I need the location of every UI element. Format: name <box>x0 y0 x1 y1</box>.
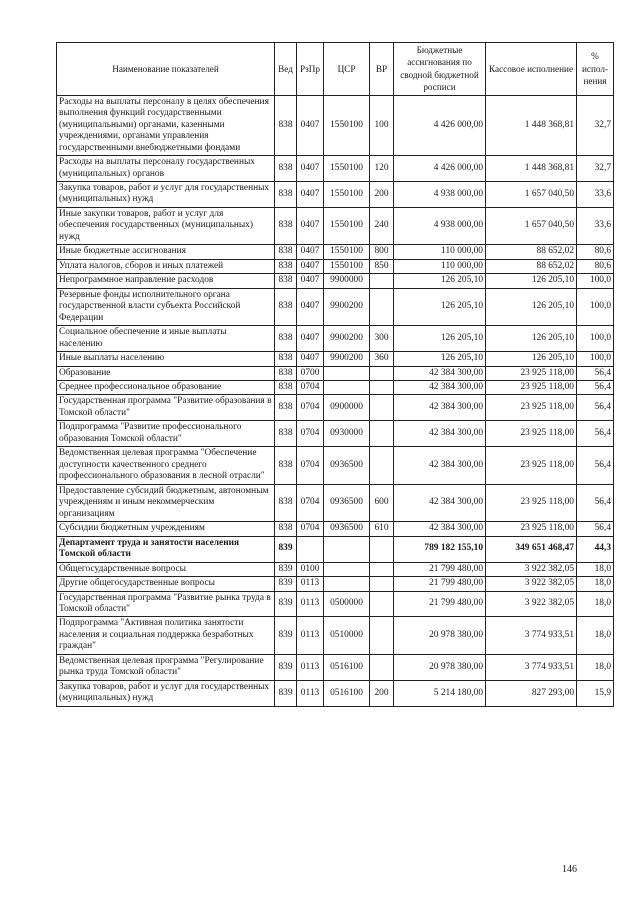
row-budget: 21 799 480,00 <box>394 577 486 591</box>
row-cash: 1 657 040,50 <box>486 181 577 207</box>
row-pct: 56,4 <box>577 381 614 395</box>
row-name: Расходы на выплаты персоналу в целях обеспечения выполнения функций государственными (муниципальными) органами, казенными учреждениями, органами управления государственными внебюджетными фондами <box>57 95 275 155</box>
row-csr <box>324 366 370 380</box>
row-budget: 126 205,10 <box>394 352 486 366</box>
row-vr <box>370 562 394 576</box>
row-rzpr: 0704 <box>297 522 324 536</box>
row-vr <box>370 421 394 447</box>
row-vr: 610 <box>370 522 394 536</box>
table-body <box>57 95 614 706</box>
row-vr: 600 <box>370 484 394 521</box>
row-pct: 18,0 <box>577 562 614 576</box>
row-csr: 0936500 <box>324 522 370 536</box>
row-rzpr: 0407 <box>297 181 324 207</box>
row-cash: 126 205,10 <box>486 326 577 352</box>
row-ved: 838 <box>275 259 297 273</box>
row-pct: 56,4 <box>577 522 614 536</box>
row-ved: 839 <box>275 577 297 591</box>
row-ved: 838 <box>275 245 297 259</box>
row-cash: 1 448 368,81 <box>486 95 577 155</box>
row-vr: 200 <box>370 181 394 207</box>
row-name: Социальное обеспечение и иные выплаты населению <box>57 326 275 352</box>
row-budget: 20 978 380,00 <box>394 654 486 680</box>
row-rzpr: 0407 <box>297 326 324 352</box>
row-name: Ведомственная целевая программа "Регулирование рынка труда Томской области" <box>57 654 275 680</box>
row-budget: 110 000,00 <box>394 259 486 273</box>
row-budget: 42 384 300,00 <box>394 366 486 380</box>
table-row <box>57 326 614 352</box>
row-ved: 838 <box>275 395 297 421</box>
table-row <box>57 522 614 536</box>
row-name: Иные выплаты населению <box>57 352 275 366</box>
row-ved: 838 <box>275 326 297 352</box>
row-vr: 300 <box>370 326 394 352</box>
row-name: Субсидии бюджетным учреждениям <box>57 522 275 536</box>
row-vr: 120 <box>370 156 394 182</box>
table-row <box>57 654 614 680</box>
row-cash: 3 774 933,51 <box>486 654 577 680</box>
row-rzpr: 0113 <box>297 680 324 706</box>
row-name: Подпрограмма "Активная политика занятости населения и социальная поддержка безработных граждан" <box>57 617 275 654</box>
row-name: Подпрограмма "Развитие профессионального образования Томской области" <box>57 421 275 447</box>
row-rzpr: 0704 <box>297 395 324 421</box>
row-cash: 3 922 382,05 <box>486 577 577 591</box>
row-vr <box>370 591 394 617</box>
row-budget: 4 938 000,00 <box>394 207 486 244</box>
row-budget: 21 799 480,00 <box>394 562 486 576</box>
row-cash: 23 925 118,00 <box>486 447 577 484</box>
table-row <box>57 381 614 395</box>
row-name: Департамент труда и занятости населения Томской области <box>57 536 275 562</box>
row-name: Расходы на выплаты персоналу государственных (муниципальных) органов <box>57 156 275 182</box>
row-rzpr: 0113 <box>297 591 324 617</box>
row-name: Предоставление субсидий бюджетным, автономным учреждениям и иным некоммерческим организациям <box>57 484 275 521</box>
row-budget: 789 182 155,10 <box>394 536 486 562</box>
row-budget: 4 938 000,00 <box>394 181 486 207</box>
row-cash: 126 205,10 <box>486 352 577 366</box>
row-name: Другие общегосударственные вопросы <box>57 577 275 591</box>
row-rzpr: 0407 <box>297 352 324 366</box>
row-rzpr: 0407 <box>297 156 324 182</box>
row-budget: 42 384 300,00 <box>394 447 486 484</box>
table-row <box>57 562 614 576</box>
row-ved: 839 <box>275 680 297 706</box>
row-budget: 42 384 300,00 <box>394 421 486 447</box>
row-pct: 100,0 <box>577 274 614 288</box>
row-pct: 100,0 <box>577 326 614 352</box>
row-pct: 56,4 <box>577 366 614 380</box>
row-csr: 0516100 <box>324 680 370 706</box>
row-ved: 839 <box>275 536 297 562</box>
row-cash: 88 652,02 <box>486 259 577 273</box>
row-rzpr: 0704 <box>297 447 324 484</box>
row-vr <box>370 617 394 654</box>
row-name: Образование <box>57 366 275 380</box>
row-budget: 126 205,10 <box>394 274 486 288</box>
row-csr: 0510000 <box>324 617 370 654</box>
row-vr: 850 <box>370 259 394 273</box>
row-pct: 44,3 <box>577 536 614 562</box>
row-vr: 800 <box>370 245 394 259</box>
row-ved: 838 <box>275 181 297 207</box>
header-cash: Кассовое исполнение <box>486 43 577 96</box>
header-budget: Бюджетные ассигнования по сводной бюджетной росписи <box>394 43 486 96</box>
table-row <box>57 395 614 421</box>
table-row <box>57 156 614 182</box>
row-name: Резервные фонды исполнительного органа государственной власти субъекта Российской Федерации <box>57 288 275 325</box>
row-csr: 0936500 <box>324 447 370 484</box>
row-name: Уплата налогов, сборов и иных платежей <box>57 259 275 273</box>
row-cash: 23 925 118,00 <box>486 522 577 536</box>
row-budget: 21 799 480,00 <box>394 591 486 617</box>
row-vr: 240 <box>370 207 394 244</box>
table-row <box>57 680 614 706</box>
row-pct: 80,6 <box>577 245 614 259</box>
table-row <box>57 577 614 591</box>
row-name: Общегосударственные вопросы <box>57 562 275 576</box>
row-ved: 838 <box>275 156 297 182</box>
table-row <box>57 288 614 325</box>
row-csr: 1550100 <box>324 95 370 155</box>
row-csr: 0516100 <box>324 654 370 680</box>
row-csr: 9900200 <box>324 352 370 366</box>
row-vr <box>370 288 394 325</box>
table-row <box>57 245 614 259</box>
row-vr <box>370 577 394 591</box>
table-row <box>57 421 614 447</box>
row-csr: 1550100 <box>324 181 370 207</box>
row-csr: 9900000 <box>324 274 370 288</box>
header-name: Наименование показателей <box>57 43 275 96</box>
row-ved: 838 <box>275 274 297 288</box>
row-cash: 3 922 382,05 <box>486 562 577 576</box>
row-rzpr: 0113 <box>297 654 324 680</box>
row-cash: 23 925 118,00 <box>486 484 577 521</box>
row-pct: 18,0 <box>577 591 614 617</box>
row-ved: 838 <box>275 207 297 244</box>
row-csr: 0900000 <box>324 395 370 421</box>
row-cash: 827 293,00 <box>486 680 577 706</box>
row-budget: 20 978 380,00 <box>394 617 486 654</box>
row-ved: 838 <box>275 95 297 155</box>
row-rzpr: 0113 <box>297 617 324 654</box>
table-row <box>57 352 614 366</box>
row-csr: 0500000 <box>324 591 370 617</box>
table-row <box>57 95 614 155</box>
row-pct: 100,0 <box>577 288 614 325</box>
row-budget: 42 384 300,00 <box>394 395 486 421</box>
table-row <box>57 366 614 380</box>
table-row <box>57 207 614 244</box>
row-pct: 56,4 <box>577 447 614 484</box>
row-rzpr: 0407 <box>297 245 324 259</box>
row-csr: 1550100 <box>324 207 370 244</box>
row-cash: 1 448 368,81 <box>486 156 577 182</box>
row-ved: 838 <box>275 366 297 380</box>
row-rzpr: 0100 <box>297 562 324 576</box>
row-ved: 838 <box>275 352 297 366</box>
row-vr: 100 <box>370 95 394 155</box>
row-cash: 3 922 382,05 <box>486 591 577 617</box>
row-csr <box>324 577 370 591</box>
row-name: Среднее профессиональное образование <box>57 381 275 395</box>
row-vr: 200 <box>370 680 394 706</box>
table-row <box>57 484 614 521</box>
row-rzpr: 0407 <box>297 288 324 325</box>
row-ved: 839 <box>275 562 297 576</box>
row-rzpr: 0704 <box>297 421 324 447</box>
row-name: Закупка товаров, работ и услуг для государственных (муниципальных) нужд <box>57 680 275 706</box>
row-ved: 838 <box>275 484 297 521</box>
table-row <box>57 591 614 617</box>
row-rzpr: 0700 <box>297 366 324 380</box>
row-cash: 88 652,02 <box>486 245 577 259</box>
row-name: Иные бюджетные ассигнования <box>57 245 275 259</box>
page-number: 146 <box>562 864 577 875</box>
row-pct: 56,4 <box>577 395 614 421</box>
row-pct: 18,0 <box>577 617 614 654</box>
row-rzpr: 0704 <box>297 381 324 395</box>
row-vr <box>370 654 394 680</box>
row-csr: 9900200 <box>324 326 370 352</box>
row-pct: 80,6 <box>577 259 614 273</box>
row-ved: 839 <box>275 617 297 654</box>
header-csr: ЦСР <box>324 43 370 96</box>
row-name: Закупка товаров, работ и услуг для государственных (муниципальных) нужд <box>57 181 275 207</box>
row-pct: 33,6 <box>577 181 614 207</box>
header-vr: ВР <box>370 43 394 96</box>
row-budget: 42 384 300,00 <box>394 484 486 521</box>
table-header-row <box>57 43 614 96</box>
row-name: Государственная программа "Развитие образования в Томской области" <box>57 395 275 421</box>
row-budget: 42 384 300,00 <box>394 522 486 536</box>
row-budget: 42 384 300,00 <box>394 381 486 395</box>
row-budget: 126 205,10 <box>394 326 486 352</box>
table-row <box>57 274 614 288</box>
row-cash: 126 205,10 <box>486 288 577 325</box>
row-name: Непрограммное направление расходов <box>57 274 275 288</box>
row-ved: 838 <box>275 421 297 447</box>
row-rzpr <box>297 536 324 562</box>
row-vr <box>370 395 394 421</box>
row-pct: 56,4 <box>577 484 614 521</box>
row-csr <box>324 562 370 576</box>
row-cash: 126 205,10 <box>486 274 577 288</box>
row-pct: 100,0 <box>577 352 614 366</box>
row-csr: 1550100 <box>324 259 370 273</box>
row-pct: 18,0 <box>577 577 614 591</box>
row-cash: 23 925 118,00 <box>486 421 577 447</box>
row-cash: 23 925 118,00 <box>486 381 577 395</box>
table-row <box>57 617 614 654</box>
row-budget: 4 426 000,00 <box>394 156 486 182</box>
row-rzpr: 0407 <box>297 207 324 244</box>
table-row <box>57 181 614 207</box>
row-cash: 23 925 118,00 <box>486 395 577 421</box>
budget-execution-table <box>56 42 614 707</box>
row-csr: 1550100 <box>324 156 370 182</box>
row-name: Государственная программа "Развитие рынка труда в Томской области" <box>57 591 275 617</box>
row-ved: 839 <box>275 591 297 617</box>
header-ved: Вед <box>275 43 297 96</box>
row-budget: 5 214 180,00 <box>394 680 486 706</box>
row-pct: 56,4 <box>577 421 614 447</box>
row-csr: 0930000 <box>324 421 370 447</box>
row-csr: 1550100 <box>324 245 370 259</box>
row-vr <box>370 366 394 380</box>
row-csr: 9900200 <box>324 288 370 325</box>
row-vr: 360 <box>370 352 394 366</box>
row-cash: 23 925 118,00 <box>486 366 577 380</box>
table-row <box>57 536 614 562</box>
row-rzpr: 0407 <box>297 95 324 155</box>
row-vr <box>370 447 394 484</box>
row-pct: 18,0 <box>577 654 614 680</box>
row-name: Ведомственная целевая программа "Обеспечение доступности качественного среднего профессионального образования в лесной отрасли" <box>57 447 275 484</box>
row-budget: 110 000,00 <box>394 245 486 259</box>
table-row <box>57 447 614 484</box>
row-cash: 3 774 933,51 <box>486 617 577 654</box>
row-ved: 838 <box>275 447 297 484</box>
row-cash: 1 657 040,50 <box>486 207 577 244</box>
row-rzpr: 0113 <box>297 577 324 591</box>
row-vr <box>370 381 394 395</box>
header-rzpr: РзПр <box>297 43 324 96</box>
row-vr <box>370 536 394 562</box>
row-rzpr: 0407 <box>297 274 324 288</box>
row-ved: 838 <box>275 522 297 536</box>
row-pct: 32,7 <box>577 156 614 182</box>
row-ved: 839 <box>275 654 297 680</box>
row-pct: 15,9 <box>577 680 614 706</box>
row-cash: 349 651 468,47 <box>486 536 577 562</box>
header-pct: % испол-нения <box>577 43 614 96</box>
row-csr <box>324 381 370 395</box>
table-row <box>57 259 614 273</box>
row-vr <box>370 274 394 288</box>
row-budget: 126 205,10 <box>394 288 486 325</box>
row-pct: 32,7 <box>577 95 614 155</box>
row-rzpr: 0407 <box>297 259 324 273</box>
row-budget: 4 426 000,00 <box>394 95 486 155</box>
row-ved: 838 <box>275 381 297 395</box>
row-pct: 33,6 <box>577 207 614 244</box>
row-name: Иные закупки товаров, работ и услуг для обеспечения государственных (муниципальных) нужд <box>57 207 275 244</box>
row-csr <box>324 536 370 562</box>
row-ved: 838 <box>275 288 297 325</box>
row-csr: 0936500 <box>324 484 370 521</box>
row-rzpr: 0704 <box>297 484 324 521</box>
